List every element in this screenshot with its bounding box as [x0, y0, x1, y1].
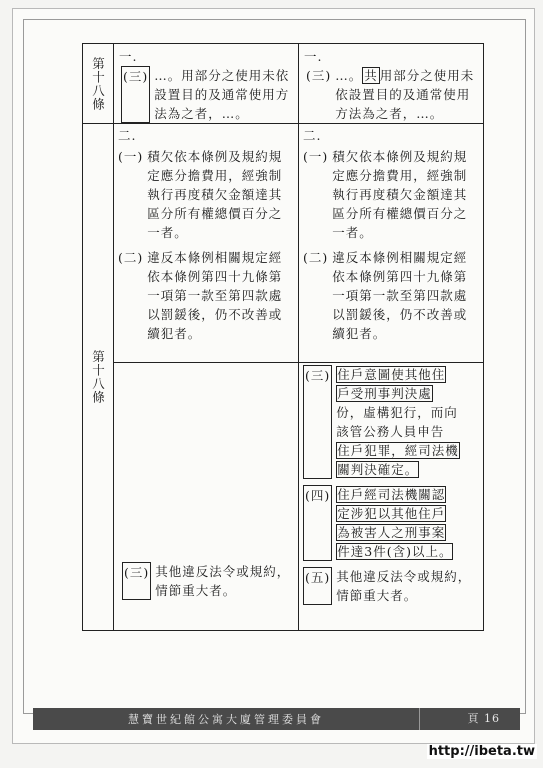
page-number: 頁 16: [419, 708, 520, 730]
item-text: [335, 66, 480, 123]
table-row: [83, 124, 484, 631]
item-number: (二): [303, 250, 329, 265]
committee-name: 慧寶世紀館公寓大廈管理委員會: [128, 713, 324, 726]
text-fragment: 用部分之使用未依設置目的及通常使用方法為之者，…。: [335, 68, 475, 121]
item-text: 其他違反法令或規約，情節重大者。: [336, 569, 472, 603]
section-heading: 二.: [118, 128, 137, 143]
section-heading: 一.: [304, 49, 323, 64]
item-text: 違反本條例相關規定經依本條例第四十九條第一項第一款至第四款處以罰鍰後，仍不改善或續犯者。: [332, 250, 468, 341]
original-column: [114, 124, 298, 630]
comparison-table: [82, 43, 484, 631]
added-line: 住戶經司法機關認: [337, 487, 446, 502]
added-line: 份，虛構犯行，而向: [336, 405, 458, 420]
item-number: (五): [303, 567, 332, 605]
item-number: (三): [122, 562, 151, 600]
list-item: [303, 147, 479, 242]
section-block: [299, 124, 483, 343]
item-number: (一): [118, 149, 144, 164]
amended-clause: [299, 44, 484, 124]
text-fragment: …。: [335, 68, 363, 83]
document-page: [12, 8, 535, 744]
section-heading: 一.: [119, 49, 138, 64]
list-item: [303, 365, 479, 479]
section-heading: 二.: [303, 128, 322, 143]
section-divider: [114, 362, 298, 630]
added-line: 該管公務人員申告: [336, 424, 445, 439]
added-line: 定涉犯以其他住戶: [337, 506, 446, 521]
list-item: [303, 567, 479, 605]
article-text: 第十八條: [90, 56, 106, 111]
list-item: [118, 147, 294, 242]
highlighted-char: 共: [364, 68, 378, 83]
amended-column: [299, 124, 483, 630]
list-item: [303, 248, 479, 343]
article-label: [83, 124, 114, 631]
added-line: 住戶意圖使其他住: [337, 367, 446, 382]
article-label: [83, 44, 114, 124]
amended-clause: [299, 124, 484, 631]
list-item: [118, 248, 294, 343]
item-text: 積欠依本條例及規約規定應分擔費用，經強制執行再度積欠金額達其區分所有權總價百分之一者。: [332, 149, 468, 240]
item-text: 違反本條例相關規定經依本條例第四十九條第一項第一款至第四款處以罰鍰後，仍不改善或續犯者。: [147, 250, 283, 341]
item-text: [336, 365, 479, 479]
item-text: 積欠依本條例及規約規定應分擔費用，經強制執行再度積欠金額達其區分所有權總價百分之一者。: [147, 149, 283, 240]
list-item: [303, 485, 479, 561]
list-item: [119, 66, 295, 123]
added-line: 戶受刑事判決處: [337, 386, 432, 401]
item-text: [336, 485, 479, 561]
added-line: 件達3件(含)以上。: [337, 544, 453, 559]
site-watermark: http://ibeta.tw: [428, 744, 535, 759]
item-number: (一): [303, 149, 329, 164]
item-number: (二): [118, 250, 144, 265]
original-clause: [114, 124, 299, 631]
item-number: (三): [306, 68, 332, 83]
article-text: 第十八條: [90, 350, 106, 404]
added-section: [299, 362, 483, 605]
page-footer: [33, 708, 520, 730]
added-line: 關判決確定。: [337, 462, 419, 477]
added-line: 住戶犯罪，經司法機: [337, 443, 459, 458]
item-text: 其他違反法令或規約，情節重大者。: [155, 564, 291, 598]
item-number: (三): [121, 66, 150, 123]
original-clause: [114, 44, 299, 124]
table-row: [83, 44, 484, 124]
added-line: 為被害人之刑事案: [337, 525, 446, 540]
item-text: …。用部分之使用未依設置目的及通常使用方法為之者，…。: [154, 68, 290, 121]
list-item: [304, 66, 480, 123]
item-number: (四): [303, 485, 332, 561]
section-block: [114, 124, 298, 343]
item-number: (三): [303, 365, 332, 479]
list-item: [118, 562, 298, 600]
